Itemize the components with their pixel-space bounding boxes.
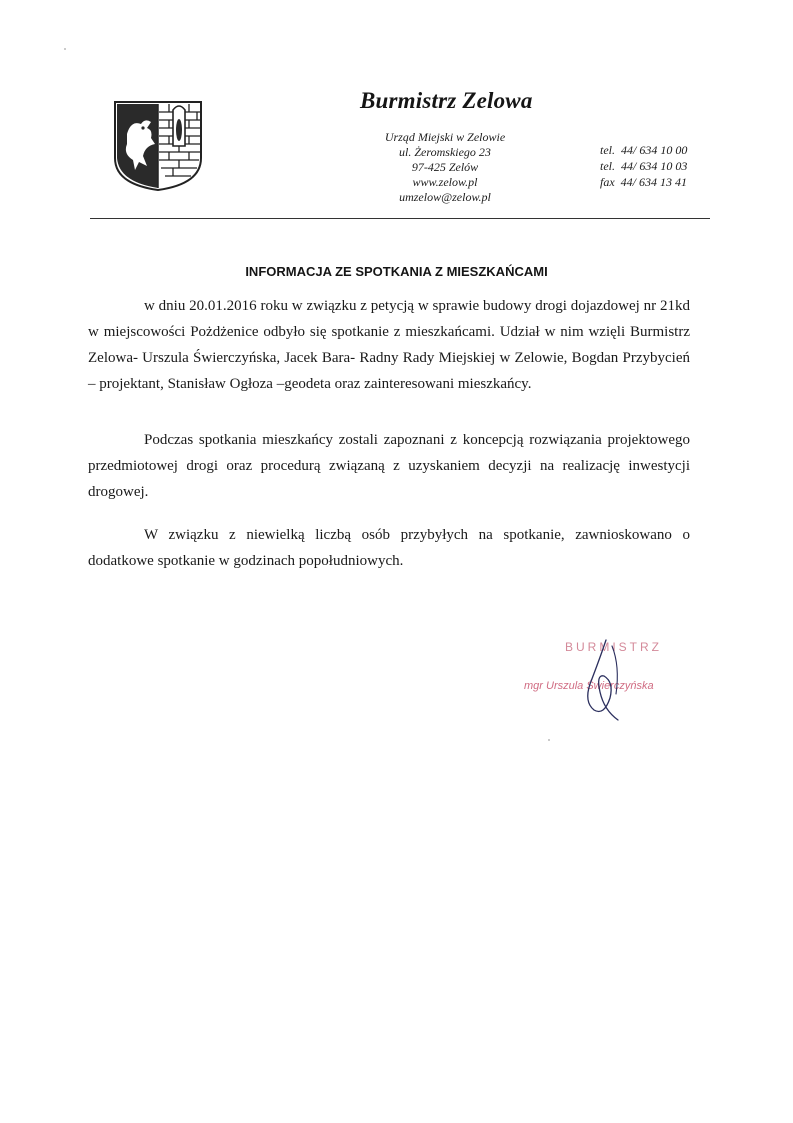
- address-postal: 97-425 Zelów: [411, 160, 479, 174]
- coat-of-arms-icon: [113, 100, 203, 192]
- paragraph-1: w dniu 20.01.2016 roku w związku z petycją w sprawie budowy drogi dojazdowej nr 21kd w miejscowości Pożdżenice odbyło się spotkanie z mieszkańcami. Udział w nim wzięli Burmistrz Zelowa- Urszula Świerczyńska, Jacek Bara- Radny Rady Miejskiej w Zelowie, Bogdan Przybycień – projektant, Stanisław Ogłoza –geodeta oraz zainteresowani mieszkańcy.: [88, 298, 690, 392]
- signature-icon: [560, 636, 650, 726]
- contact-phone-2: tel. 44/ 634 10 03: [600, 159, 688, 173]
- contact-fax: fax 44/ 634 13 41: [600, 175, 687, 189]
- scan-speck: [548, 739, 550, 741]
- office-title: Burmistrz Zelowa: [360, 88, 533, 113]
- paragraph-3: W związku z niewielką liczbą osób przybyłych na spotkanie, zawnioskowano o dodatkowe spotkanie w godzinach popołudniowych.: [88, 527, 690, 569]
- address-street: ul. Żeromskiego 23: [399, 145, 491, 159]
- document-heading: INFORMACJA ZE SPOTKANIA Z MIESZKAŃCAMI: [245, 264, 548, 279]
- scan-speck: [64, 48, 66, 50]
- header-divider: [90, 218, 710, 219]
- contact-phone-1: tel. 44/ 634 10 00: [600, 143, 688, 157]
- paragraph-2: Podczas spotkania mieszkańcy zostali zapoznani z koncepcją rozwiązania projektowego przedmiotowej drogi oraz procedurą związaną z uzyskaniem decyzji na realizację inwestycji drogowej.: [88, 432, 690, 500]
- stamp-name: mgr Urszula Świerczyńska: [524, 680, 654, 692]
- stamp-title: BURMISTRZ: [565, 640, 662, 654]
- address-office: Urząd Miejski w Zelowie: [384, 130, 506, 144]
- address-website: www.zelow.pl: [412, 175, 478, 189]
- address-email: umzelow@zelow.pl: [399, 190, 491, 204]
